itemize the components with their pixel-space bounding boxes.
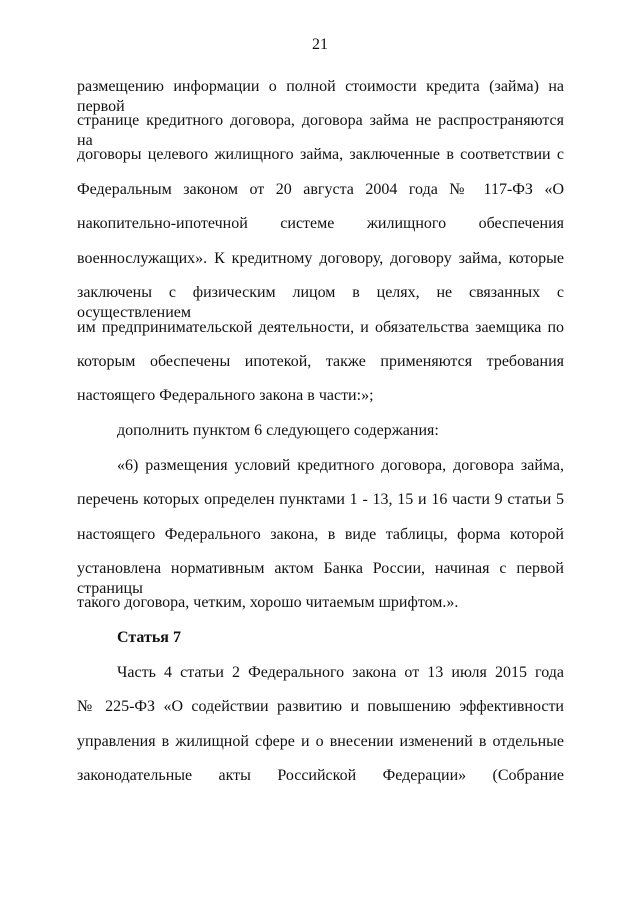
- text-line: им предпринимательской деятельности, и обязательства заемщика по: [77, 319, 564, 336]
- text-line: № 225-ФЗ «О содействии развитию и повышению эффективности: [77, 698, 564, 715]
- text-line: Федеральным законом от 20 августа 2004 года № 117-ФЗ «О: [77, 181, 564, 198]
- text-line: размещению информации о полной стоимости кредита (займа) на первой: [77, 78, 564, 115]
- text-line: договоры целевого жилищного займа, заключенные в соответствии с: [77, 146, 564, 163]
- text-line: законодательные акты Российской Федерации» (Собрание: [77, 767, 564, 784]
- page-number: 21: [312, 36, 328, 53]
- text-line: странице кредитного договора, договора займа не распространяются на: [77, 112, 564, 149]
- text-line: военнослужащих». К кредитному договору, договору займа, которые: [77, 250, 564, 267]
- text-line: перечень которых определен пунктами 1 - 13, 15 и 16 части 9 статьи 5: [77, 491, 564, 508]
- text-line: Часть 4 статьи 2 Федерального закона от 13 июля 2015 года: [117, 664, 564, 681]
- text-line: «6) размещения условий кредитного договора, договора займа,: [117, 457, 564, 474]
- text-line: такого договора, четким, хорошо читаемым шрифтом.».: [77, 594, 459, 611]
- text-line: дополнить пунктом 6 следующего содержания:: [117, 422, 439, 439]
- text-line: накопительно-ипотечной системе жилищного обеспечения: [77, 215, 564, 232]
- article-heading: Статья 7: [117, 629, 181, 646]
- text-line: которым обеспечены ипотекой, также применяются требования: [77, 353, 564, 370]
- text-line: заключены с физическим лицом в целях, не связанных с осуществлением: [77, 284, 564, 321]
- text-line: управления в жилищной сфере и о внесении изменений в отдельные: [77, 733, 564, 750]
- text-line: настоящего Федерального закона, в виде таблицы, форма которой: [77, 526, 564, 543]
- text-line: установлена нормативным актом Банка России, начиная с первой страницы: [77, 560, 564, 597]
- text-line: настоящего Федерального закона в части:»;: [77, 387, 374, 404]
